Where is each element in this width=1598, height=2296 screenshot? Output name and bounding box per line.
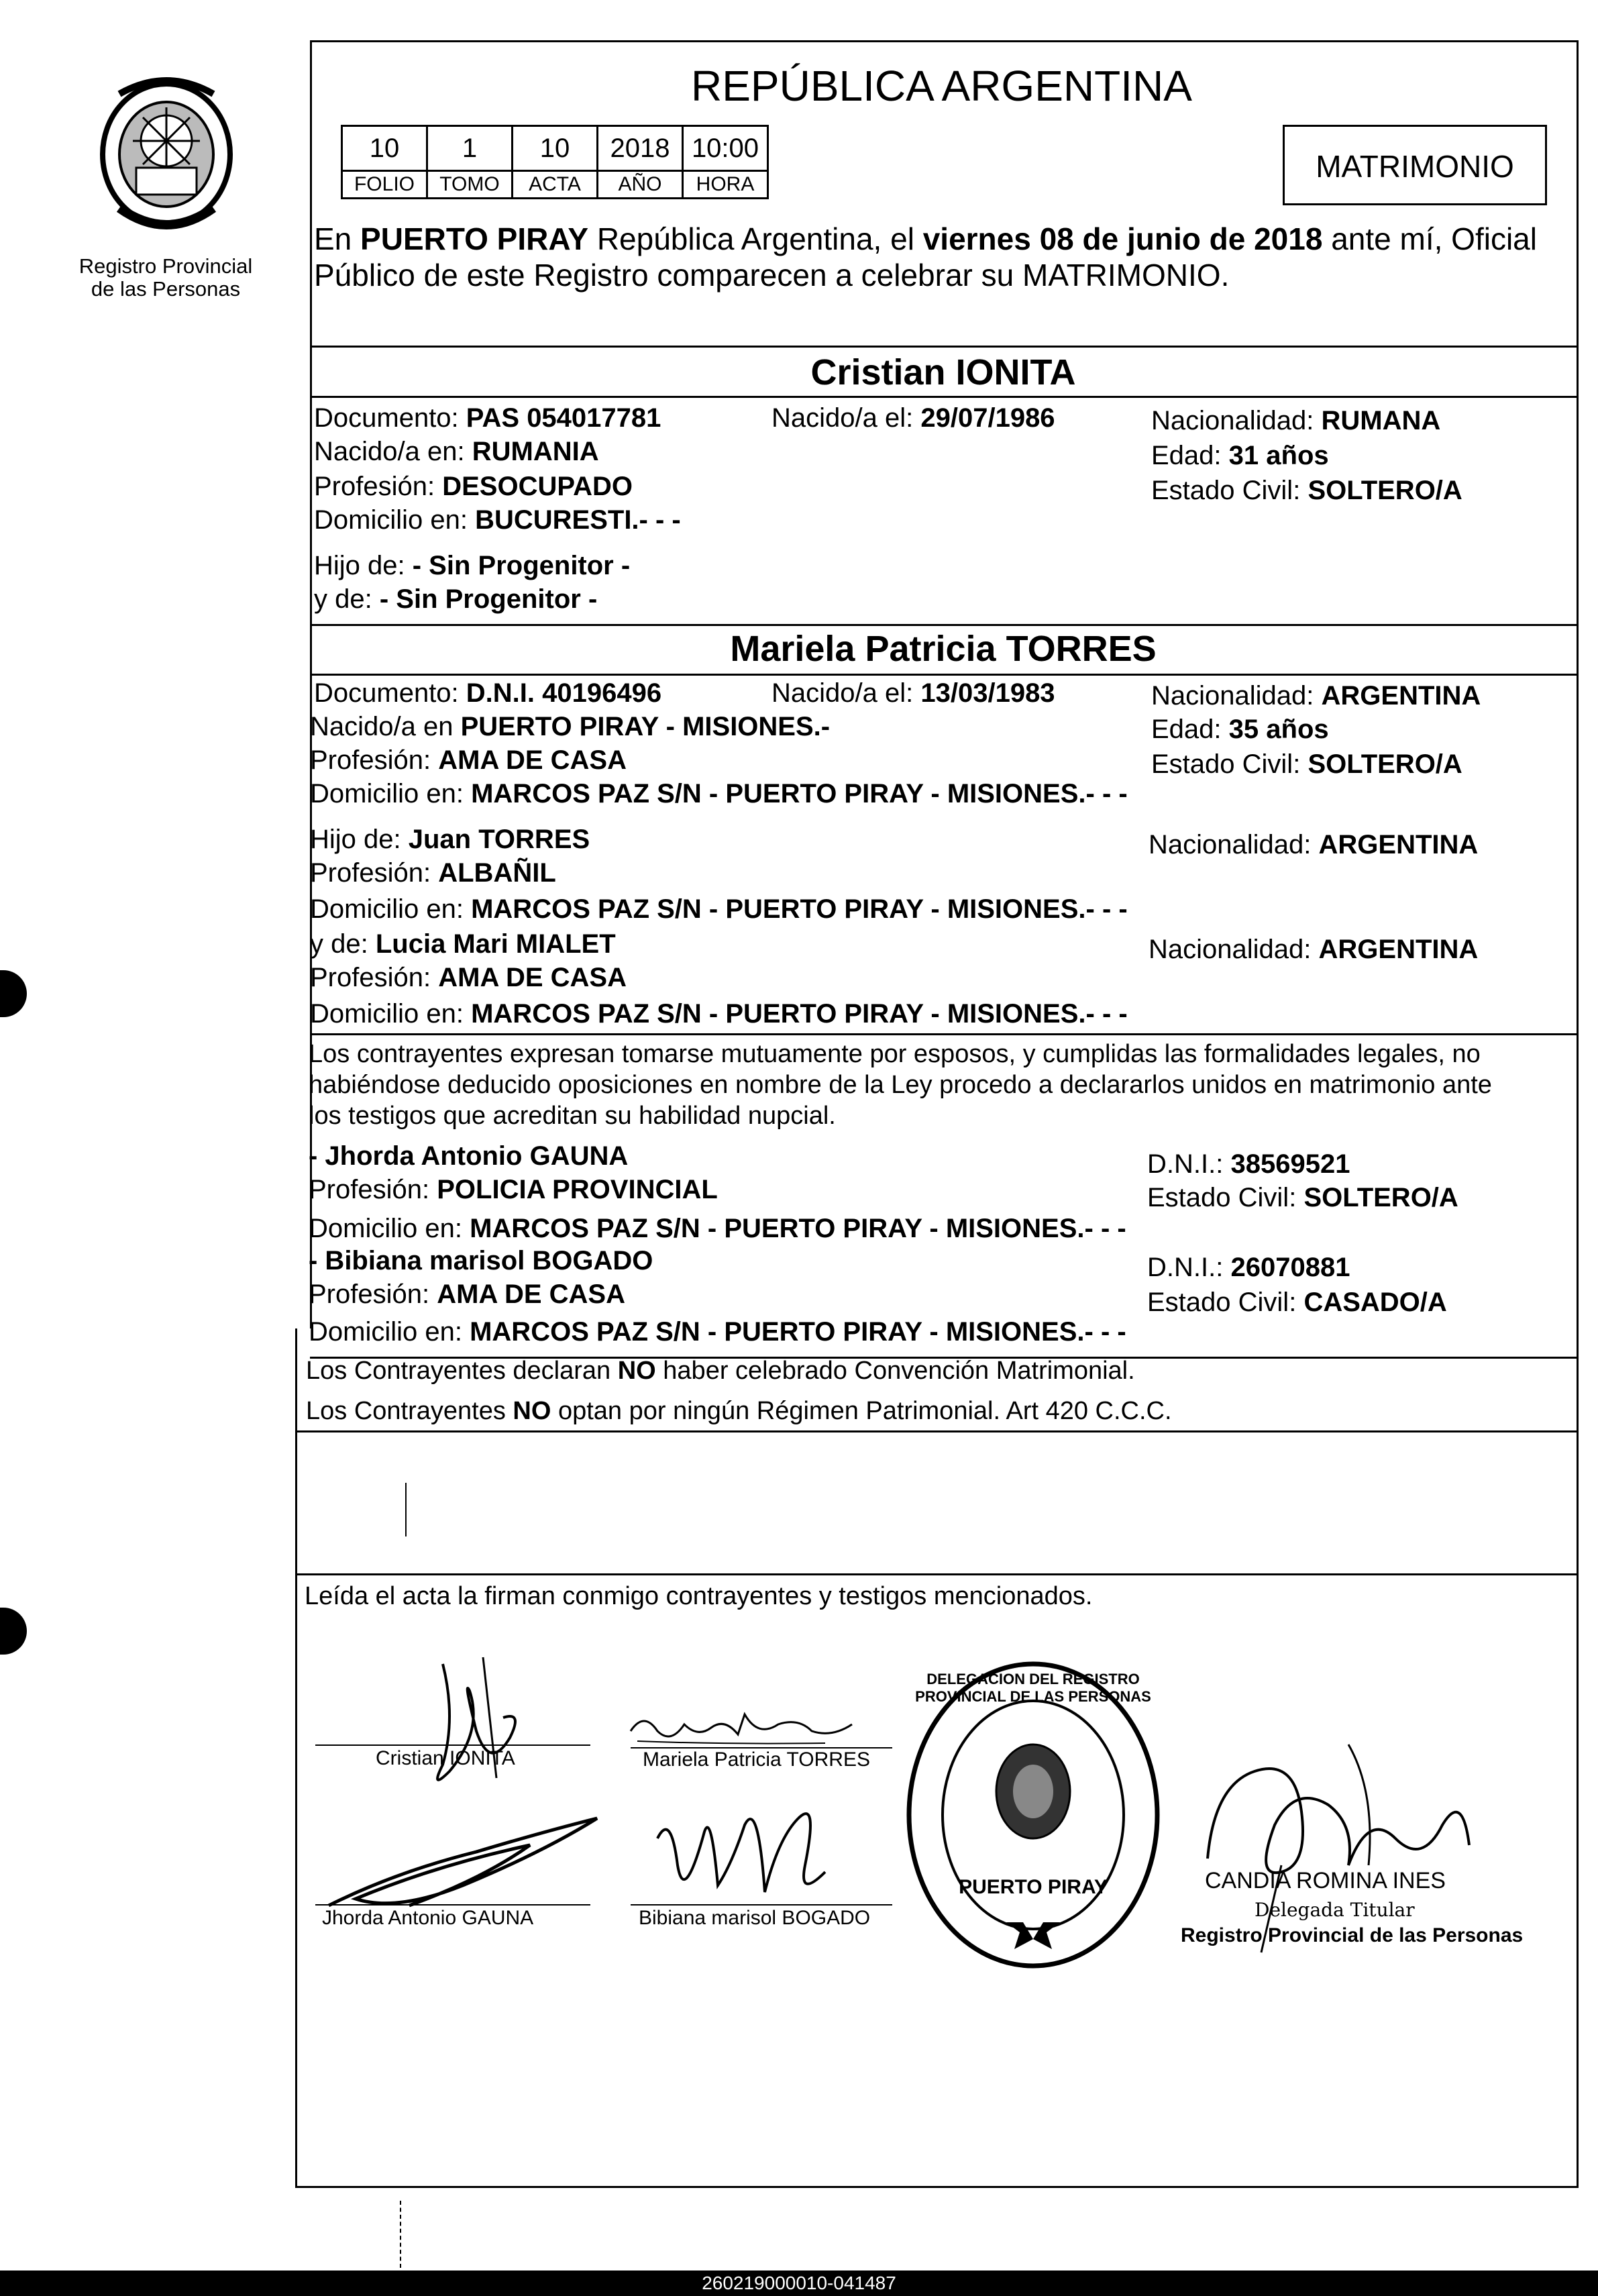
spouse1-born-in-value: RUMANIA xyxy=(472,437,599,466)
spouse2-nat-label: Nacionalidad: xyxy=(1151,681,1314,711)
spouse2-doc-label: Documento: xyxy=(314,678,459,708)
intro-text-a: En xyxy=(314,221,361,256)
spouse2-document xyxy=(314,678,661,709)
margin-mark xyxy=(400,2201,401,2268)
spouse2-dom-value: MARCOS PAZ S/N - PUERTO PIRAY - MISIONES.- - - xyxy=(471,779,1128,808)
spouse2-dom-label: Domicilio en: xyxy=(310,779,464,808)
tomo-value: 1 xyxy=(427,126,513,171)
spouse1-born-on xyxy=(771,403,1055,433)
divider-spouse2-name xyxy=(310,674,1579,676)
signature-line-1 xyxy=(315,1744,590,1746)
signature-name-1: Cristian IONITA xyxy=(376,1747,515,1769)
official-office: Registro Provincial de las Personas xyxy=(1181,1924,1524,1946)
witness2-dni-label: D.N.I.: xyxy=(1147,1253,1224,1282)
witness1-civil-value: SOLTERO/A xyxy=(1303,1183,1458,1212)
signature-bibiana xyxy=(644,1785,859,1919)
spouse2-mother-dom-label: Domicilio en: xyxy=(310,999,464,1029)
declaration-line-3: los testigos que acreditan su habilidad nupcial. xyxy=(309,1102,836,1130)
spouse1-age-label: Edad: xyxy=(1151,441,1222,470)
spouse2-nationality xyxy=(1151,680,1481,711)
spouse2-age-value: 35 años xyxy=(1228,715,1329,744)
divider-spouse1-name xyxy=(310,396,1579,398)
frame-right-border xyxy=(1577,40,1579,2187)
spouse1-born-in xyxy=(314,436,599,467)
spouse2-born-in-label: Nacido/a en xyxy=(310,712,454,741)
divider-declaration xyxy=(310,1033,1579,1035)
spouse2-mother-label: y de: xyxy=(310,929,368,959)
witness2-dni xyxy=(1147,1252,1350,1283)
spouse2-civil-status xyxy=(1151,749,1462,780)
spouse2-civil-label: Estado Civil: xyxy=(1151,749,1301,779)
stamp-ring-text: DELEGACION DEL REGISTRO PROVINCIAL DE LAS PERSONAS xyxy=(915,1671,1151,1705)
folio-label: FOLIO xyxy=(342,171,427,199)
witness2-dom-value: MARCOS PAZ S/N - PUERTO PIRAY - MISIONES.- - - xyxy=(470,1317,1126,1347)
intro-line-2: Público de este Registro comparecen a celebrar su MATRIMONIO. xyxy=(314,258,1230,293)
spouse2-born-in xyxy=(310,711,830,742)
spouse2-mother-dom-value: MARCOS PAZ S/N - PUERTO PIRAY - MISIONES.- - - xyxy=(471,999,1128,1029)
spouse2-age-label: Edad: xyxy=(1151,715,1222,744)
signature-name-4: Bibiana marisol BOGADO xyxy=(639,1907,871,1929)
witness1-profession xyxy=(309,1174,718,1205)
year-label: AÑO xyxy=(598,171,683,199)
spouse2-mother xyxy=(310,929,616,959)
spouse1-civil-status xyxy=(1151,475,1462,506)
tomo-label: TOMO xyxy=(427,171,513,199)
spouse2-father-nat-value: ARGENTINA xyxy=(1318,830,1479,859)
spouse2-domicile xyxy=(310,778,1128,809)
witness1-prof-value: POLICIA PROVINCIAL xyxy=(437,1175,718,1204)
witness2-dom-label: Domicilio en: xyxy=(309,1317,462,1347)
acta-label: ACTA xyxy=(513,171,598,199)
witness2-civil-label: Estado Civil: xyxy=(1147,1288,1297,1317)
spouse1-born-on-label: Nacido/a el: xyxy=(771,403,914,433)
witness1-prof-label: Profesión: xyxy=(309,1175,430,1204)
witness2-dni-value: 26070881 xyxy=(1230,1253,1350,1282)
divider-notes xyxy=(295,1430,1579,1432)
notes-mark xyxy=(405,1483,407,1536)
spouse2-father-label: Hijo de: xyxy=(310,825,401,854)
hour-label: HORA xyxy=(683,171,768,199)
spouse1-nationality xyxy=(1151,405,1440,436)
spouse2-born-on-label: Nacido/a el: xyxy=(771,678,914,708)
province-emblem-icon xyxy=(79,67,254,248)
closing-statement: Leída el acta la firman conmigo contrayentes y testigos mencionados. xyxy=(305,1582,1093,1610)
spouse2-doc-value: D.N.I. 40196496 xyxy=(466,678,662,708)
witness1-dni-label: D.N.I.: xyxy=(1147,1149,1224,1179)
spouse1-doc-value: PAS 054017781 xyxy=(466,403,661,433)
spouse1-profession xyxy=(314,471,633,502)
spouse2-father-nat-label: Nacionalidad: xyxy=(1149,830,1312,859)
witness1-civil-status xyxy=(1147,1182,1458,1213)
spouse2-father-prof-label: Profesión: xyxy=(310,858,431,888)
act-registry-table xyxy=(341,125,769,199)
footer-code: 260219000010-041487 xyxy=(702,2273,896,2293)
intro-text-b: República Argentina, el xyxy=(588,221,923,256)
intro-line-1 xyxy=(314,221,1537,256)
hour-value: 10:00 xyxy=(683,126,768,171)
declaration-line-1: Los contrayentes expresan tomarse mutuamente por esposos, y cumplidas las formalidades legales, no xyxy=(309,1040,1481,1068)
witness2-domicile xyxy=(309,1316,1126,1347)
spouse1-mother-value: - Sin Progenitor - xyxy=(379,584,598,614)
divider-closing xyxy=(295,1573,1579,1575)
spouse2-father-domicile xyxy=(310,894,1128,925)
frame-bottom-border xyxy=(295,2186,1579,2188)
signature-name-2: Mariela Patricia TORRES xyxy=(643,1749,870,1771)
spouse2-born-in-value: PUERTO PIRAY - MISIONES.- xyxy=(460,712,831,741)
official-role: Delegada Titular xyxy=(1255,1899,1415,1921)
spouse2-prof-value: AMA DE CASA xyxy=(438,745,627,775)
witness2-prof-label: Profesión: xyxy=(309,1280,430,1309)
spouse2-mother-prof-value: AMA DE CASA xyxy=(438,963,627,992)
intro-date: viernes 08 de junio de 2018 xyxy=(922,221,1323,256)
official-name: CANDIA ROMINA INES xyxy=(1205,1868,1446,1893)
spouse1-born-on-value: 29/07/1986 xyxy=(920,403,1055,433)
frame-left-border-lower xyxy=(295,1328,297,2187)
spouse1-mother-label: y de: xyxy=(314,584,372,614)
spouse2-civil-value: SOLTERO/A xyxy=(1308,749,1462,779)
divider-spouse1 xyxy=(310,346,1579,348)
declaration-line-2: habiéndose deducido oposiciones en nombre de la Ley procedo a declararlos unidos en matrimonio ante xyxy=(309,1071,1492,1099)
signature-cristian xyxy=(403,1637,537,1798)
spouse1-civil-label: Estado Civil: xyxy=(1151,476,1301,505)
witness2-name: - Bibiana marisol BOGADO xyxy=(309,1246,653,1275)
witness1-civil-label: Estado Civil: xyxy=(1147,1183,1297,1212)
spouse1-age xyxy=(1151,440,1329,471)
spouse1-document xyxy=(314,403,661,433)
spouse1-dom-value: BUCURESTI.- - - xyxy=(475,505,681,535)
spouse2-profession xyxy=(310,745,627,776)
spouse2-mother-domicile xyxy=(310,998,1128,1029)
witness1-domicile xyxy=(309,1213,1126,1244)
intro-place: PUERTO PIRAY xyxy=(360,221,589,256)
regime-2-no: NO xyxy=(513,1397,551,1425)
witness1-dni-value: 38569521 xyxy=(1230,1149,1350,1179)
spouse1-born-in-label: Nacido/a en: xyxy=(314,437,465,466)
intro-text-c: ante mí, Oficial xyxy=(1322,221,1537,256)
regime-line-1 xyxy=(306,1355,1135,1386)
spouse2-nat-value: ARGENTINA xyxy=(1321,681,1481,711)
spouse2-mother-nationality xyxy=(1149,934,1478,965)
regime-2-a: Los Contrayentes xyxy=(306,1397,513,1425)
spouse2-father-dom-label: Domicilio en: xyxy=(310,894,464,924)
regime-line-2 xyxy=(306,1396,1172,1426)
spouse2-father xyxy=(310,824,590,855)
spouse2-father-value: Juan TORRES xyxy=(408,825,590,854)
spouse2-mother-profession xyxy=(310,962,627,993)
regime-1-no: NO xyxy=(617,1357,656,1385)
spouse1-mother xyxy=(314,584,597,615)
spouse1-domicile xyxy=(314,505,681,535)
spouse2-mother-value: Lucia Mari MIALET xyxy=(375,929,616,959)
witness1-name: - Jhorda Antonio GAUNA xyxy=(309,1141,629,1171)
spouse1-father-label: Hijo de: xyxy=(314,551,405,580)
binder-hole-1 xyxy=(0,970,27,1017)
spouse1-age-value: 31 años xyxy=(1228,441,1329,470)
witness2-profession xyxy=(309,1279,625,1310)
spouse2-mother-prof-label: Profesión: xyxy=(310,963,431,992)
spouse1-nat-value: RUMANA xyxy=(1321,406,1441,435)
act-type-label: MATRIMONIO xyxy=(1316,149,1514,184)
spouse2-mother-nat-value: ARGENTINA xyxy=(1318,935,1479,964)
spouse1-nat-label: Nacionalidad: xyxy=(1151,406,1314,435)
spouse1-prof-value: DESOCUPADO xyxy=(442,472,633,501)
signature-line-4 xyxy=(631,1904,892,1906)
spouse2-mother-nat-label: Nacionalidad: xyxy=(1149,935,1312,964)
binder-hole-2 xyxy=(0,1608,27,1655)
regime-2-c: optan por ningún Régimen Patrimonial. Art 420 C.C.C. xyxy=(551,1397,1172,1425)
spouse2-father-nationality xyxy=(1149,829,1478,860)
spouse2-father-profession xyxy=(310,857,556,888)
frame-left-border xyxy=(310,40,312,1328)
folio-value: 10 xyxy=(342,126,427,171)
stamp-center-text: PUERTO PIRAY xyxy=(959,1876,1108,1898)
spouse1-father-value: - Sin Progenitor - xyxy=(412,551,631,580)
acta-value: 10 xyxy=(513,126,598,171)
logo-caption-1: Registro Provincial xyxy=(78,254,253,278)
spouse1-father xyxy=(314,550,630,581)
spouse2-born-on xyxy=(771,678,1055,709)
frame-top-border xyxy=(310,40,1579,42)
witness1-dom-value: MARCOS PAZ S/N - PUERTO PIRAY - MISIONES.- - - xyxy=(470,1214,1126,1243)
divider-spouse2 xyxy=(310,624,1579,626)
witness2-civil-status xyxy=(1147,1287,1447,1318)
spouse2-father-prof-value: ALBAÑIL xyxy=(438,858,556,888)
signature-jhorda xyxy=(315,1812,610,1919)
logo-caption-2: de las Personas xyxy=(91,277,241,301)
signature-mariela xyxy=(624,1704,879,1751)
year-value: 2018 xyxy=(598,126,683,171)
spouse1-prof-label: Profesión: xyxy=(314,472,435,501)
witness2-prof-value: AMA DE CASA xyxy=(437,1280,625,1309)
regime-1-a: Los Contrayentes declaran xyxy=(306,1357,618,1385)
spouse2-born-on-value: 13/03/1983 xyxy=(920,678,1055,708)
witness2-civil-value: CASADO/A xyxy=(1303,1288,1447,1317)
signature-line-3 xyxy=(315,1904,590,1906)
spouse2-father-dom-value: MARCOS PAZ S/N - PUERTO PIRAY - MISIONES.- - - xyxy=(471,894,1128,924)
witness1-dom-label: Domicilio en: xyxy=(309,1214,462,1243)
spouse2-prof-label: Profesión: xyxy=(310,745,431,775)
witness1-dni xyxy=(1147,1149,1350,1180)
spouse1-name: Cristian IONITA xyxy=(810,352,1076,393)
spouse1-civil-value: SOLTERO/A xyxy=(1308,476,1462,505)
registry-logo xyxy=(79,67,254,248)
spouse2-age xyxy=(1151,714,1329,745)
spouse1-doc-label: Documento: xyxy=(314,403,459,433)
regime-1-c: haber celebrado Convención Matrimonial. xyxy=(655,1357,1135,1385)
signature-name-3: Jhorda Antonio GAUNA xyxy=(322,1907,534,1929)
spouse1-dom-label: Domicilio en: xyxy=(314,505,468,535)
spouse2-name: Mariela Patricia TORRES xyxy=(730,629,1157,669)
country-title: REPÚBLICA ARGENTINA xyxy=(691,62,1192,110)
